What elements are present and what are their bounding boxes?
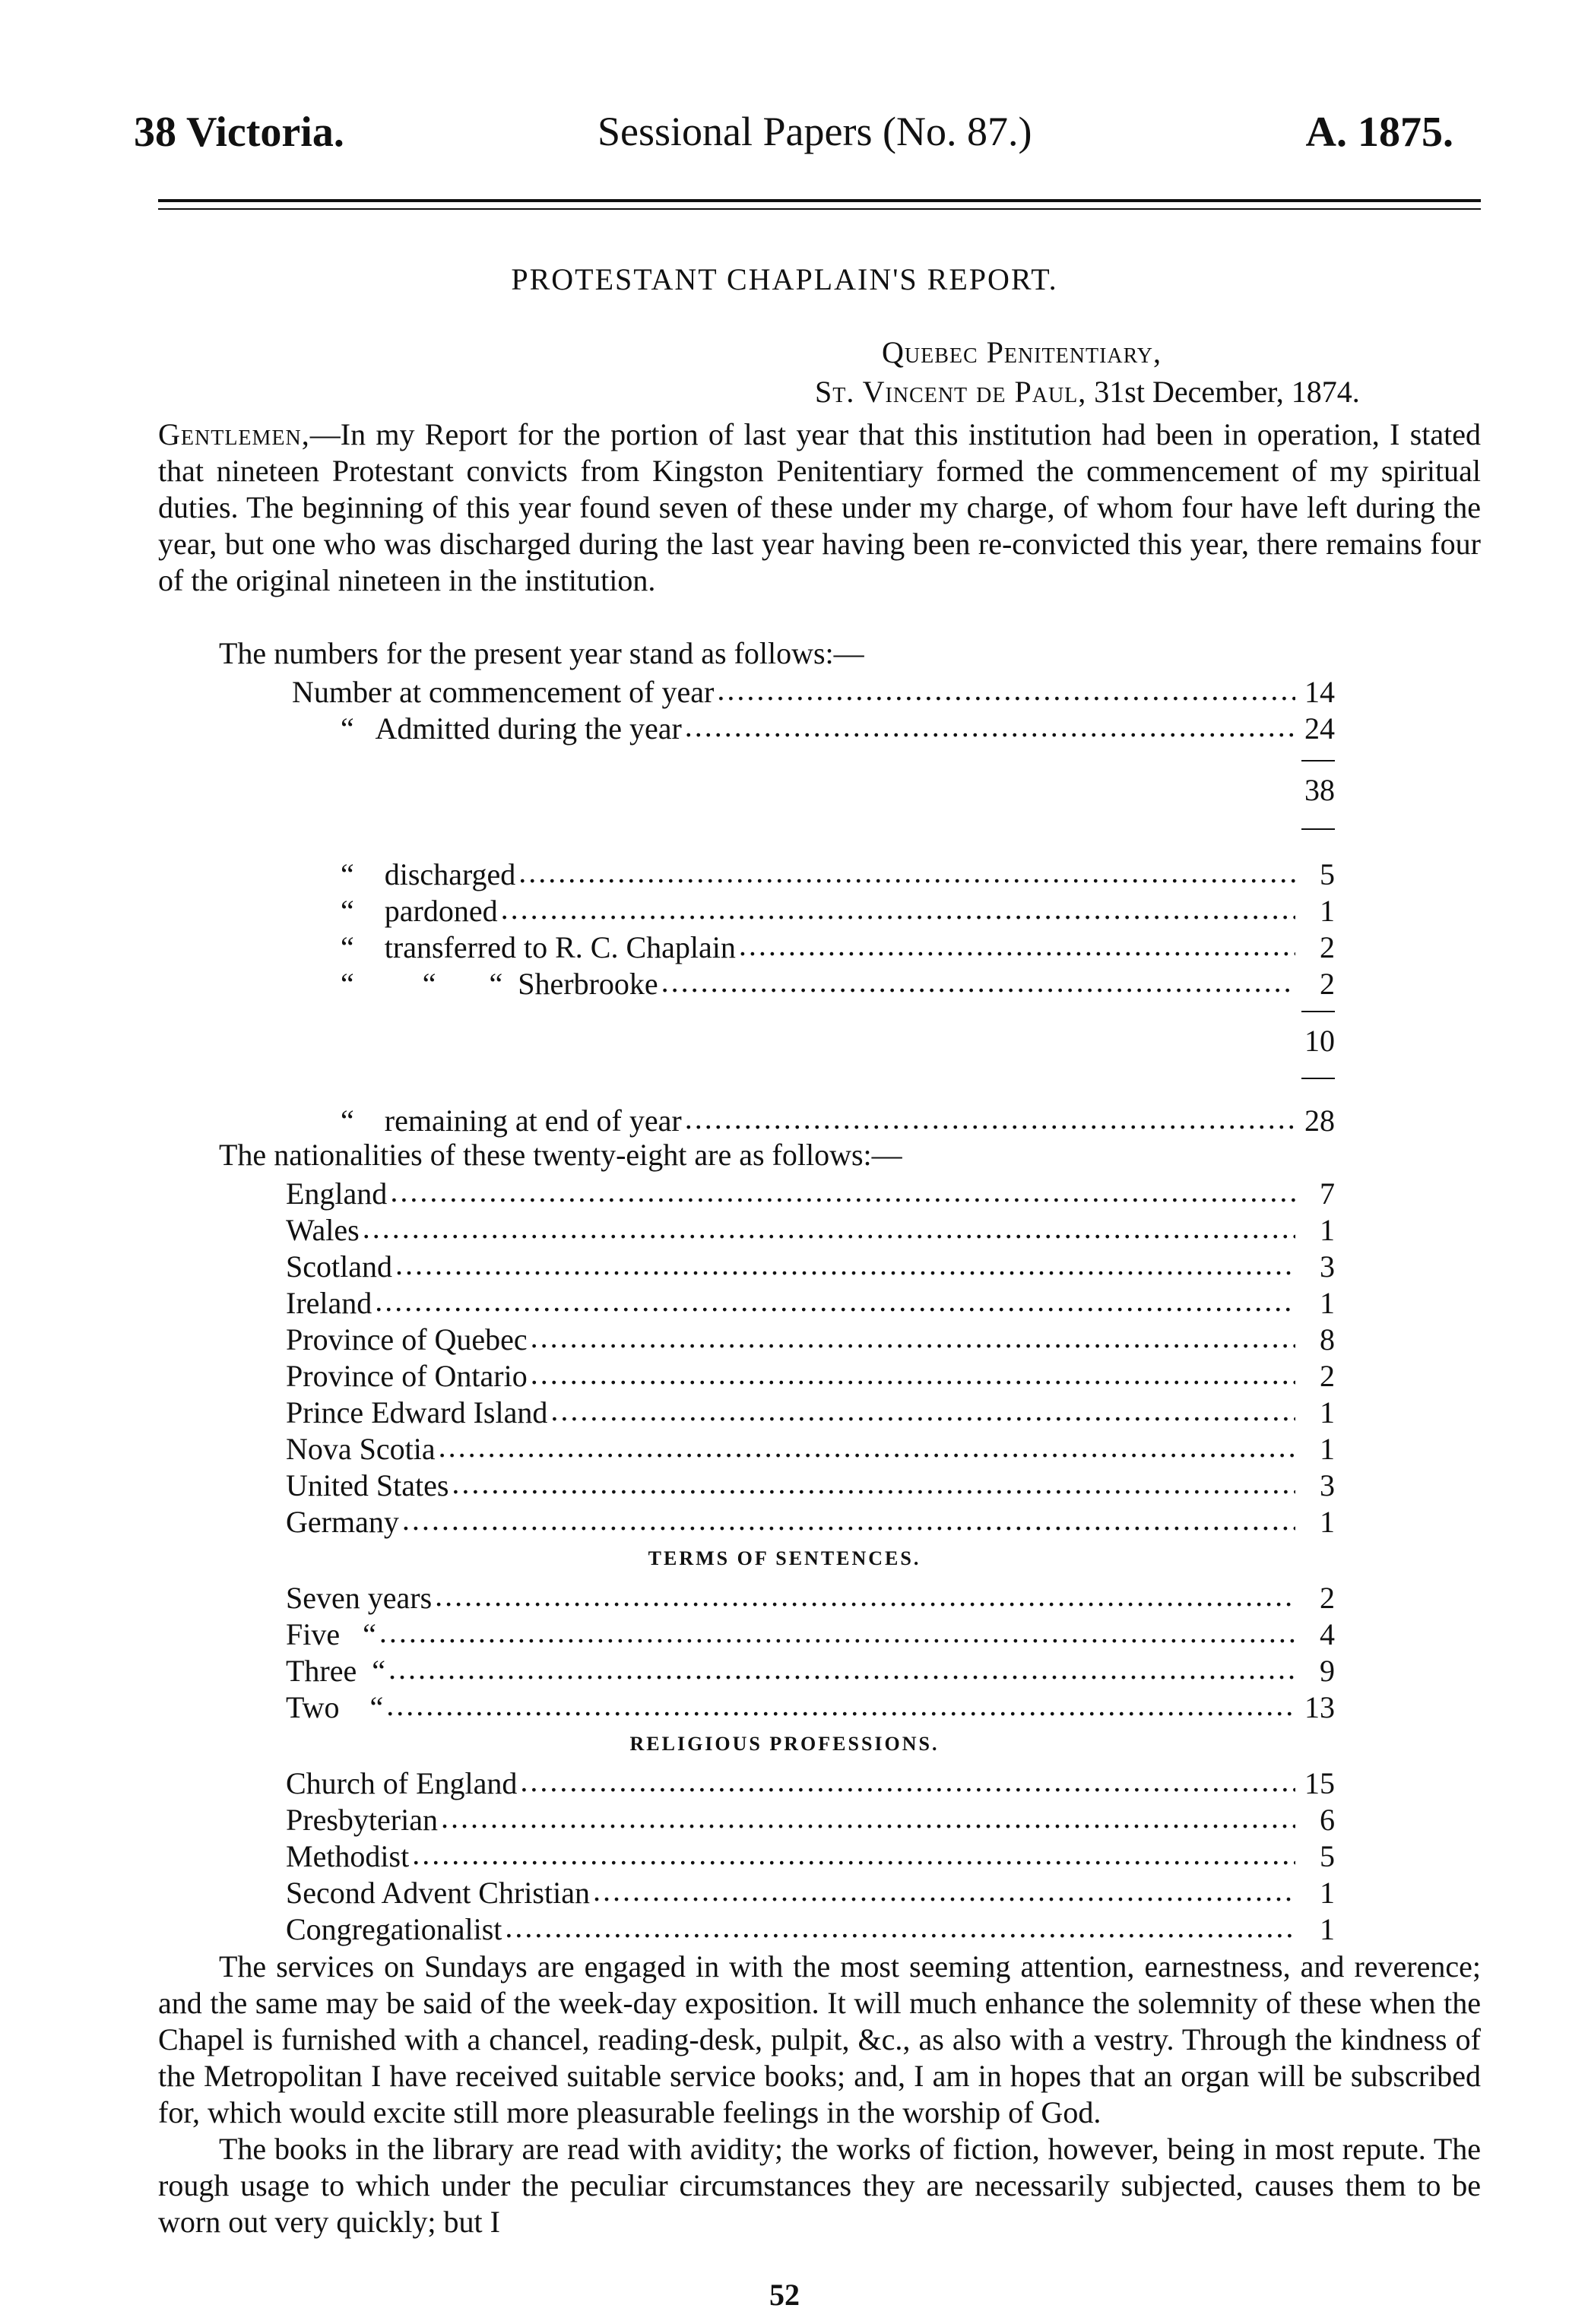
services-paragraph: The services on Sundays are engaged in with the most seeming attention, earnestness, and reverence; and the same may be said of the week-day exposition. It will much enhance the solemnity of these when the Chapel is furnished with a chancel, reading-desk, pulpit, &c., as also with a vestry. Through the kindness of the Metropolitan I have received suitable service books; and, I am in hopes that an organ will be subscribed for, which would excite still more pleasurable feelings in the worship of God. bbox=[158, 1949, 1481, 2129]
religion-row bbox=[286, 1873, 1335, 1909]
number-row-pardoned bbox=[341, 891, 1335, 927]
sentence-row bbox=[286, 1687, 1335, 1724]
row-value: 1 bbox=[1320, 1432, 1335, 1466]
sentence-row bbox=[286, 1651, 1335, 1687]
nationality-row bbox=[286, 1283, 1335, 1319]
row-label: Germany bbox=[286, 1505, 399, 1539]
sum-rule bbox=[1301, 1078, 1335, 1079]
religion-heading: RELIGIOUS PROFESSIONS. bbox=[629, 1733, 940, 1755]
sentences-heading: TERMS OF SENTENCES. bbox=[648, 1547, 921, 1569]
row-value: 3 bbox=[1320, 1249, 1335, 1284]
row-label: Three “ bbox=[286, 1654, 386, 1688]
row-label: Province of Ontario bbox=[286, 1359, 528, 1393]
row-value: 2 bbox=[1320, 967, 1335, 1001]
row-label: Ireland bbox=[286, 1286, 372, 1320]
row-label: “ pardoned bbox=[341, 894, 498, 928]
nationality-row bbox=[286, 1502, 1335, 1538]
row-label: “ transferred to R. C. Chaplain bbox=[341, 930, 736, 964]
sum-rule bbox=[1301, 1011, 1335, 1012]
numbers-intro: The numbers for the present year stand as follows:— bbox=[219, 636, 864, 670]
address-place: St. Vincent de Paul, bbox=[815, 375, 1087, 409]
header-volume: 38 Victoria. bbox=[134, 109, 344, 156]
subtotal-in: 38 bbox=[1304, 773, 1335, 807]
number-row-discharged bbox=[341, 854, 1335, 891]
row-value: 28 bbox=[1304, 1103, 1335, 1138]
header-rule-thin bbox=[158, 208, 1481, 210]
row-value: 4 bbox=[1320, 1617, 1335, 1651]
row-value: 2 bbox=[1320, 1359, 1335, 1393]
row-value: 2 bbox=[1320, 1581, 1335, 1615]
nationality-row bbox=[286, 1210, 1335, 1246]
sentence-row bbox=[286, 1614, 1335, 1651]
salutation: Gentlemen, bbox=[158, 417, 310, 451]
nationality-row bbox=[286, 1246, 1335, 1283]
sentence-row bbox=[286, 1578, 1335, 1614]
row-value: 1 bbox=[1320, 1876, 1335, 1910]
row-label: United States bbox=[286, 1468, 449, 1502]
row-value: 6 bbox=[1320, 1803, 1335, 1837]
sum-rule bbox=[1301, 760, 1335, 761]
row-label: Second Advent Christian bbox=[286, 1876, 590, 1910]
page-number: 52 bbox=[769, 2278, 800, 2312]
number-row-commencement bbox=[292, 672, 1335, 708]
row-value: 15 bbox=[1304, 1766, 1335, 1800]
row-value: 1 bbox=[1320, 1286, 1335, 1320]
row-value: 1 bbox=[1320, 894, 1335, 928]
row-value: 24 bbox=[1304, 711, 1335, 746]
nationalities-intro: The nationalities of these twenty-eight are as follows:— bbox=[219, 1138, 902, 1172]
religion-row bbox=[286, 1909, 1335, 1946]
row-value: 2 bbox=[1320, 930, 1335, 964]
row-label: Seven years bbox=[286, 1581, 433, 1615]
row-label: Church of England bbox=[286, 1766, 518, 1800]
row-label: Two “ bbox=[286, 1690, 384, 1724]
row-value: 1 bbox=[1320, 1395, 1335, 1430]
row-value: 8 bbox=[1320, 1322, 1335, 1357]
nationality-row bbox=[286, 1429, 1335, 1465]
row-label: Five “ bbox=[286, 1617, 376, 1651]
row-label: Nova Scotia bbox=[286, 1432, 436, 1466]
address-date: 31st December, 1874. bbox=[1094, 375, 1360, 409]
intro-text: —In my Report for the portion of last year that this institution had been in operation, I stated that nineteen Protestant convicts from Kingston Penitentiary formed the commencement of my spiritual duties. The beginning of this year found seven of these under my charge, of whom four have left during the year, but one who was discharged during the last year having been re-convicted this year, there remains four of the original nineteen in the institution. bbox=[158, 417, 1481, 597]
row-value: 13 bbox=[1304, 1690, 1335, 1724]
religion-row bbox=[286, 1800, 1335, 1836]
row-value: 1 bbox=[1320, 1505, 1335, 1539]
number-row-transferred-rc bbox=[341, 927, 1335, 964]
row-value: 5 bbox=[1320, 1839, 1335, 1873]
nationality-row bbox=[286, 1465, 1335, 1502]
row-label: Wales bbox=[286, 1213, 360, 1247]
religion-row bbox=[286, 1763, 1335, 1800]
row-label: “ remaining at end of year bbox=[341, 1103, 682, 1138]
nationality-row bbox=[286, 1319, 1335, 1356]
number-row-admitted bbox=[341, 708, 1335, 745]
address-place-date bbox=[815, 374, 1360, 410]
row-label: Prince Edward Island bbox=[286, 1395, 548, 1430]
religion-row bbox=[286, 1836, 1335, 1873]
running-header bbox=[0, 108, 1569, 161]
nationality-row bbox=[286, 1392, 1335, 1429]
row-label: Presbyterian bbox=[286, 1803, 438, 1837]
row-value: 5 bbox=[1320, 857, 1335, 891]
report-title: PROTESTANT CHAPLAIN'S REPORT. bbox=[511, 262, 1058, 296]
row-value: 3 bbox=[1320, 1468, 1335, 1502]
row-label: “ “ “ Sherbrooke bbox=[341, 967, 658, 1001]
row-label: Province of Quebec bbox=[286, 1322, 528, 1357]
subtotal-out: 10 bbox=[1304, 1024, 1335, 1058]
header-rule-thick bbox=[158, 199, 1481, 202]
row-label: Methodist bbox=[286, 1839, 410, 1873]
nationality-row bbox=[286, 1173, 1335, 1210]
row-value: 9 bbox=[1320, 1654, 1335, 1688]
row-value: 14 bbox=[1304, 675, 1335, 709]
row-label: “ Admitted during the year bbox=[341, 711, 682, 746]
sum-rule bbox=[1301, 828, 1335, 830]
row-label: “ discharged bbox=[341, 857, 516, 891]
number-row-sherbrooke bbox=[341, 964, 1335, 1000]
header-series: Sessional Papers (No. 87.) bbox=[597, 109, 1032, 154]
row-label: Congregationalist bbox=[286, 1912, 502, 1946]
number-row-remaining bbox=[341, 1100, 1335, 1137]
intro-paragraph bbox=[158, 416, 1481, 599]
row-value: 7 bbox=[1320, 1176, 1335, 1211]
row-label: Number at commencement of year bbox=[292, 675, 715, 709]
row-value: 1 bbox=[1320, 1213, 1335, 1247]
address-institution: Quebec Penitentiary, bbox=[882, 335, 1162, 369]
library-paragraph: The books in the library are read with avidity; the works of fiction, however, being in most repute. The rough usage to which under the peculiar circumstances they are necessarily subjected, causes them to be worn out very quickly; but I bbox=[158, 2132, 1481, 2239]
nationality-row bbox=[286, 1356, 1335, 1392]
row-value: 1 bbox=[1320, 1912, 1335, 1946]
row-label: Scotland bbox=[286, 1249, 392, 1284]
row-label: England bbox=[286, 1176, 388, 1211]
header-year: A. 1875. bbox=[1305, 109, 1453, 156]
